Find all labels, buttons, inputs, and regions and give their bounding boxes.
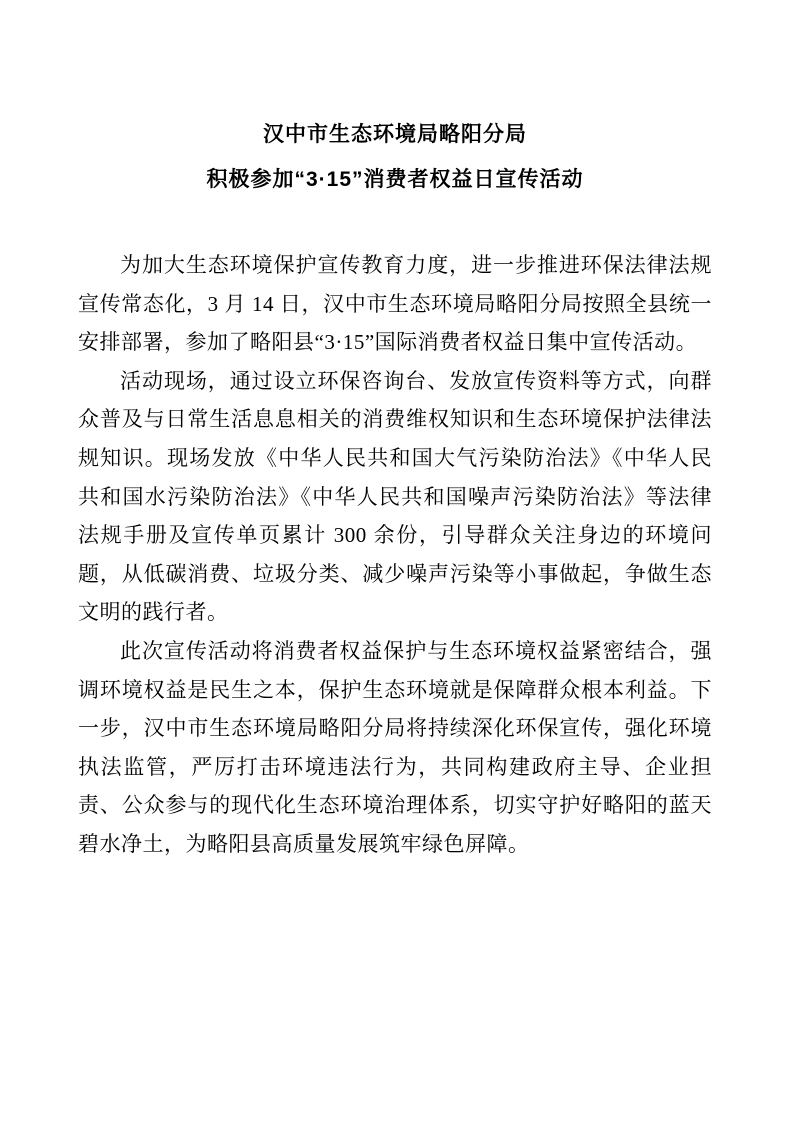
document-title-line2: 积极参加“3·15”消费者权益日宣传活动 [206,168,584,191]
body-paragraph-2: 活动现场，通过设立环保咨询台、发放宣传资料等方式，向群众普及与日常生活息息相关的消费维权知识和生态环境保护法律法规知识。现场发放《中华人民共和国大气污染防治法》《中华人民共和国水污染防治法》《中华人民共和国噪声污染防治法》等法律法规手册及宣传单页累计 300 余份，引导群众关注身边的环境问题，从低碳消费、垃圾分类、减少噪声污染等小事做起，争做生态文明的践行者。 [78,368,712,625]
document-title-line1: 汉中市生态环境局略阳分局 [263,123,527,146]
body-paragraph-1: 为加大生态环境保护宣传教育力度，进一步推进环保法律法规宣传常态化，3 月 14 日，汉中市生态环境局略阳分局按照全县统一安排部署，参加了略阳县“3·15”国际消费者权益日集中宣传活动。 [78,253,712,355]
body-paragraph-3: 此次宣传活动将消费者权益保护与生态环境权益紧密结合，强调环境权益是民生之本，保护生态环境就是保障群众根本利益。下一步，汉中市生态环境局略阳分局将持续深化环保宣传，强化环境执法监管，严厉打击环境违法行为，共同构建政府主导、企业担责、公众参与的现代化生态环境治理体系，切实守护好略阳的蓝天碧水净土，为略阳县高质量发展筑牢绿色屏障。 [78,638,712,856]
document-title [78,123,712,192]
document-body [78,246,712,864]
